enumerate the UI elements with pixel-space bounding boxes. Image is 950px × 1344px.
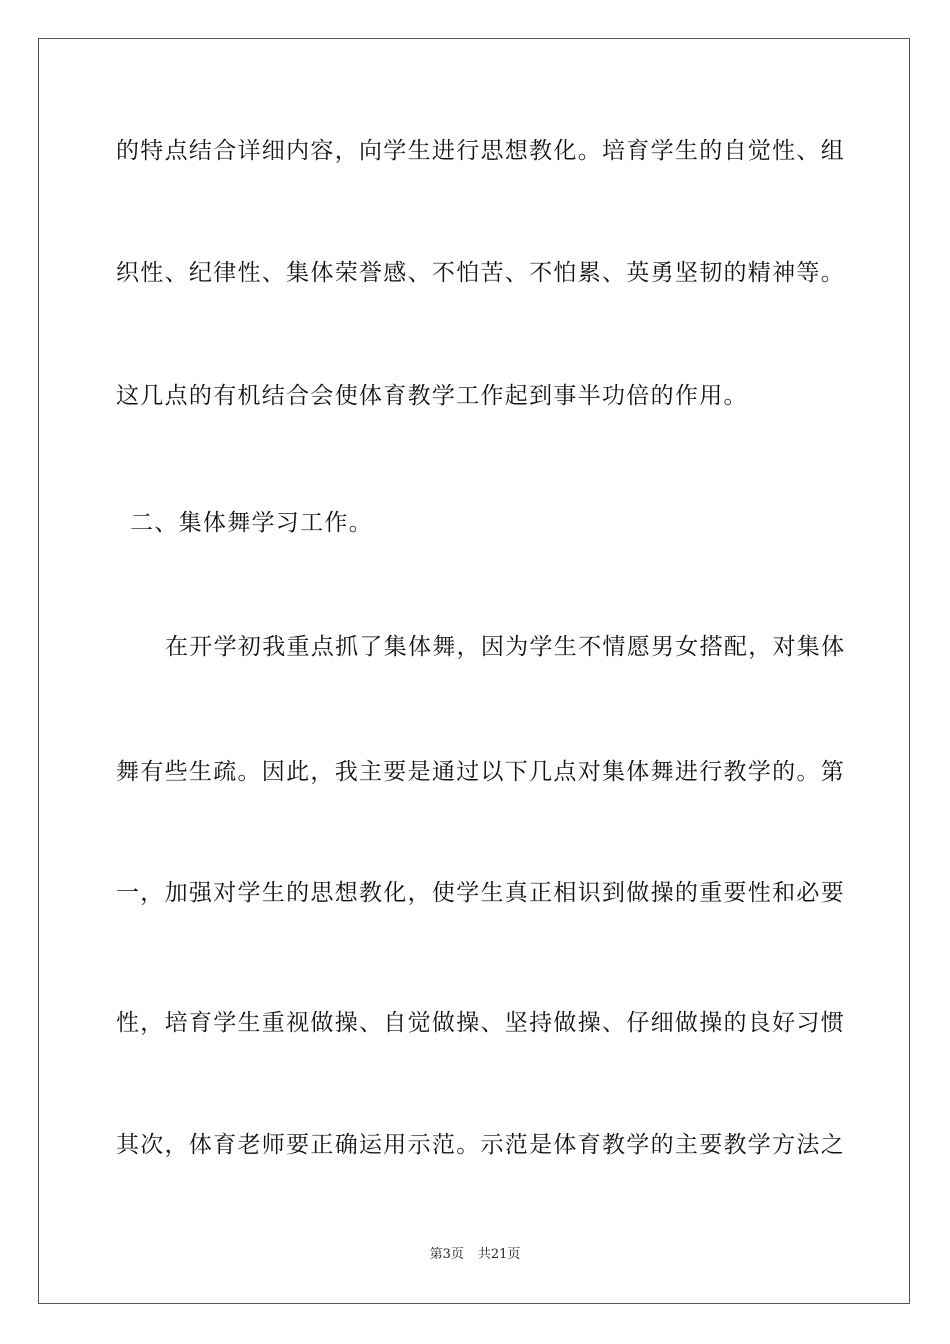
- body-text-line: 这几点的有机结合会使体育教学工作起到事半功倍的作用。: [116, 383, 748, 409]
- body-text-line: 的特点结合详细内容，向学生进行思想教化。培育学生的自觉性、组: [116, 138, 845, 164]
- body-text-line: 织性、纪律性、集体荣誉感、不怕苦、不怕累、英勇坚韧的精神等。: [116, 260, 845, 286]
- page-footer: [0, 1246, 950, 1264]
- body-text-line: 其次，体育老师要正确运用示范。示范是体育教学的主要教学方法之: [116, 1132, 845, 1158]
- page-border: [38, 38, 910, 1304]
- body-text-line: 在开学初我重点抓了集体舞，因为学生不情愿男女搭配，对集体: [165, 634, 846, 660]
- page-number: 第3页: [429, 1247, 464, 1262]
- body-text-line: 舞有些生疏。因此，我主要是通过以下几点对集体舞进行教学的。第: [116, 759, 845, 785]
- body-text-line: 性，培育学生重视做操、自觉做操、坚持做操、仔细做操的良好习惯: [116, 1010, 845, 1036]
- page-total: 共21页: [477, 1247, 521, 1262]
- section-heading: 二、集体舞学习工作。: [130, 510, 373, 536]
- body-text-line: 一，加强对学生的思想教化，使学生真正相识到做操的重要性和必要: [116, 880, 845, 906]
